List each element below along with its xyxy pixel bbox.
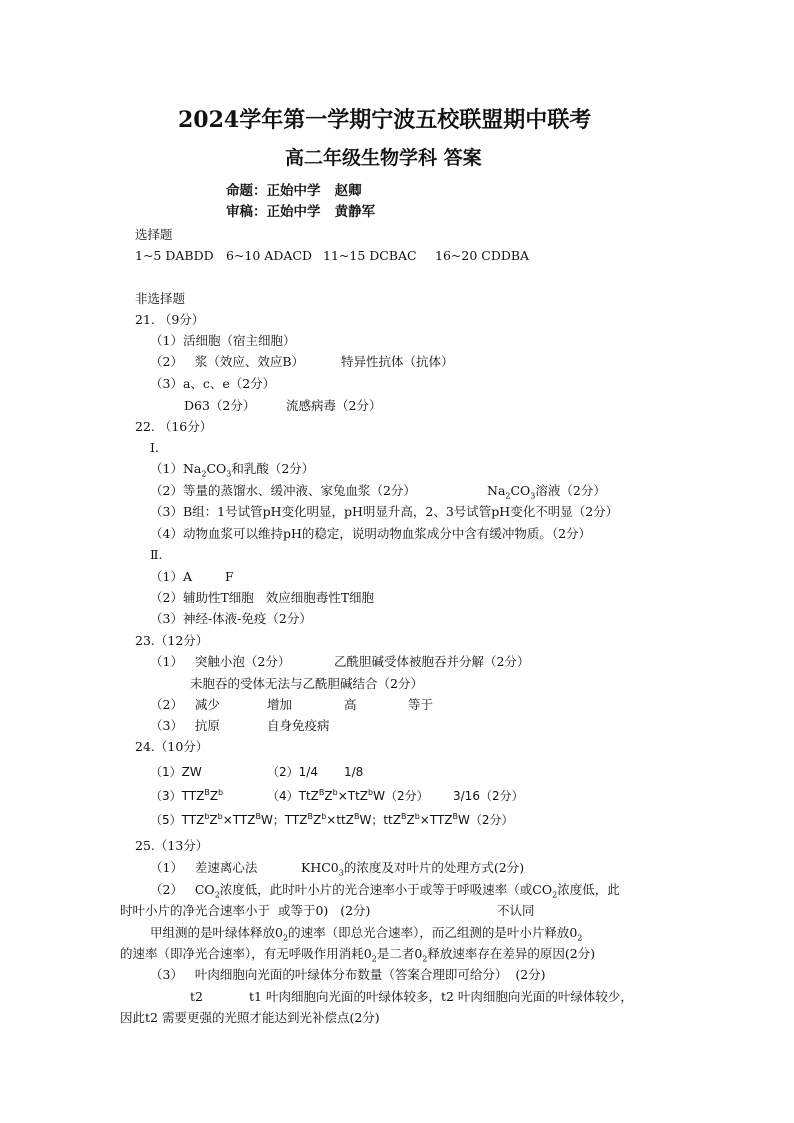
q23-answer-1b: 乙酰胆碱受体被胞吞并分解（2分） xyxy=(334,654,530,669)
q23-answer-2b: 增加 xyxy=(267,697,293,712)
q22-answer-5b: F xyxy=(225,569,234,584)
q22-answer-5a: （1）A xyxy=(150,569,192,584)
mc-heading: 选择题 xyxy=(135,227,173,242)
q25-answer-2-line1: （2） $CO_2$浓度低，此时叶小片的光合速率小于或等于呼吸速率（或$CO_2$浓度低，此 xyxy=(150,882,620,900)
nonmc-heading: 非选择题 xyxy=(135,291,186,306)
q24-answer-1: （1）ZW xyxy=(150,765,202,779)
q22-answer-3: （3）B组：1号试管pH变化明显，pH明显升高，2、3号试管pH变化不明显（2分） xyxy=(150,504,619,519)
q22-answer-2a: （2）等量的蒸馏水、缓冲液、家兔血浆（2分） xyxy=(150,483,416,498)
q24-answer-5: $(5)TTZ^bZ^b\times TTZ^BW$；$TTZ^BZ^b\times ttZ^BW$；$ttZ^BZ^b\times TTZ^BW(2$分） xyxy=(150,812,514,827)
q23-answer-2d: 等于 xyxy=(408,697,434,712)
reviewer-line: 审稿：正始中学 黄静军 xyxy=(226,204,376,220)
q21-heading: 21. （9分） xyxy=(135,312,205,327)
q25-answer-3-t2: t2 xyxy=(190,989,203,1004)
q25-answer-3-reason: t1 叶肉细胞向光面的叶绿体较多，t2 叶肉细胞向光面的叶绿体较少， xyxy=(249,989,633,1004)
q22-part-1: Ⅰ. xyxy=(150,440,159,455)
q23-answer-3a: （3） 抗原 xyxy=(150,718,220,733)
q24-answer-4a: $(4)TtZ^BZ^b\times TtZ^bW(2$分） xyxy=(267,788,429,803)
q22-part-2: Ⅱ. xyxy=(150,547,163,562)
q21-answer-2b: 特异性抗体（抗体） xyxy=(341,354,454,369)
q24-answer-2b: 1/8 xyxy=(344,765,364,779)
page-subtitle: 高二年级生物学科 答案 xyxy=(285,147,482,169)
q22-answer-4: （4）动物血浆可以维持pH的稳定，说明动物血浆成分中含有缓冲物质。（2分） xyxy=(150,526,592,541)
q24-answer-4b: 3/16（2分） xyxy=(453,789,524,803)
q23-answer-1a: （1） 突触小泡（2分） xyxy=(150,654,291,669)
q21-answer-4b: 流感病毒（2分） xyxy=(286,398,382,413)
q25-answer-2-line4: 的速率（即净光合速率），有无呼吸作用消耗$0_2$是二者$0_2$释放速率存在差异的原因(2分) xyxy=(120,946,596,964)
q25-answer-3-conclusion: 因此t2 需要更强的光照才能达到光补偿点(2分) xyxy=(120,1010,380,1025)
author-line: 命题：正始中学 赵卿 xyxy=(226,183,362,199)
q21-answer-2a: （2） 浆（效应、效应B） xyxy=(150,354,305,369)
q21-answer-3: （3）a、c、e（2分） xyxy=(150,376,276,391)
q23-answer-1c: 未胞吞的受体无法与乙酰胆碱结合（2分） xyxy=(190,676,423,691)
q23-answer-2a: （2） 减少 xyxy=(150,697,220,712)
q25-answer-1a: （1） 差速离心法 xyxy=(150,860,258,875)
q24-answer-2a: （2）1/4 xyxy=(267,765,318,779)
q25-answer-1b: $KHC0_3$的浓度及对叶片的处理方式(2分) xyxy=(301,860,525,878)
q22-answer-2b: $Na_2CO_3$溶液（2分） xyxy=(487,483,606,501)
q25-answer-3: （3） 叶肉细胞向光面的叶绿体分布数量（答案合理即可给分） (2分) xyxy=(150,967,546,982)
mc-answers-6-10: 6~10 ADACD xyxy=(226,248,312,263)
q25-heading: 25.（13分） xyxy=(135,838,209,853)
q24-heading: 24.（10分） xyxy=(135,739,209,754)
q22-answer-1: $(1)Na_2CO_3$和乳酸（2分） xyxy=(150,461,315,479)
mc-answers-16-20: 16~20 CDDBA xyxy=(435,248,530,263)
q23-answer-2c: 高 xyxy=(344,697,357,712)
page-title: 2024学年第一学期宁波五校联盟期中联考 xyxy=(178,107,592,133)
q22-answer-7: （3）神经-体液-免疫（2分） xyxy=(150,611,312,626)
mc-answers-1-5: 1~5 DABDD xyxy=(135,248,214,263)
q25-answer-2-line2: 时叶小片的净光合速率小于 或等于0) (2分) xyxy=(120,903,371,918)
q21-answer-1: （1）活细胞（宿主细胞） xyxy=(150,333,296,348)
q24-answer-3: $(3)TTZ^BZ^b$ xyxy=(150,788,224,803)
q25-answer-2-line3: 甲组测的是叶绿体释放$0_2$的速率（即总光合速率），而乙组测的是叶小片释放$0_2$ xyxy=(150,925,583,943)
q23-heading: 23.（12分） xyxy=(135,633,209,648)
q22-answer-6: （2）辅助性T细胞 效应细胞毒性T细胞 xyxy=(150,590,375,605)
q25-answer-2-disagree: 不认同 xyxy=(497,903,535,918)
q21-answer-4a: D63（2分） xyxy=(184,398,256,413)
mc-answers-11-15: 11~15 DCBAC xyxy=(323,248,417,263)
q23-answer-3b: 自身免疫病 xyxy=(267,718,330,733)
q22-heading: 22. （16分） xyxy=(135,419,213,434)
